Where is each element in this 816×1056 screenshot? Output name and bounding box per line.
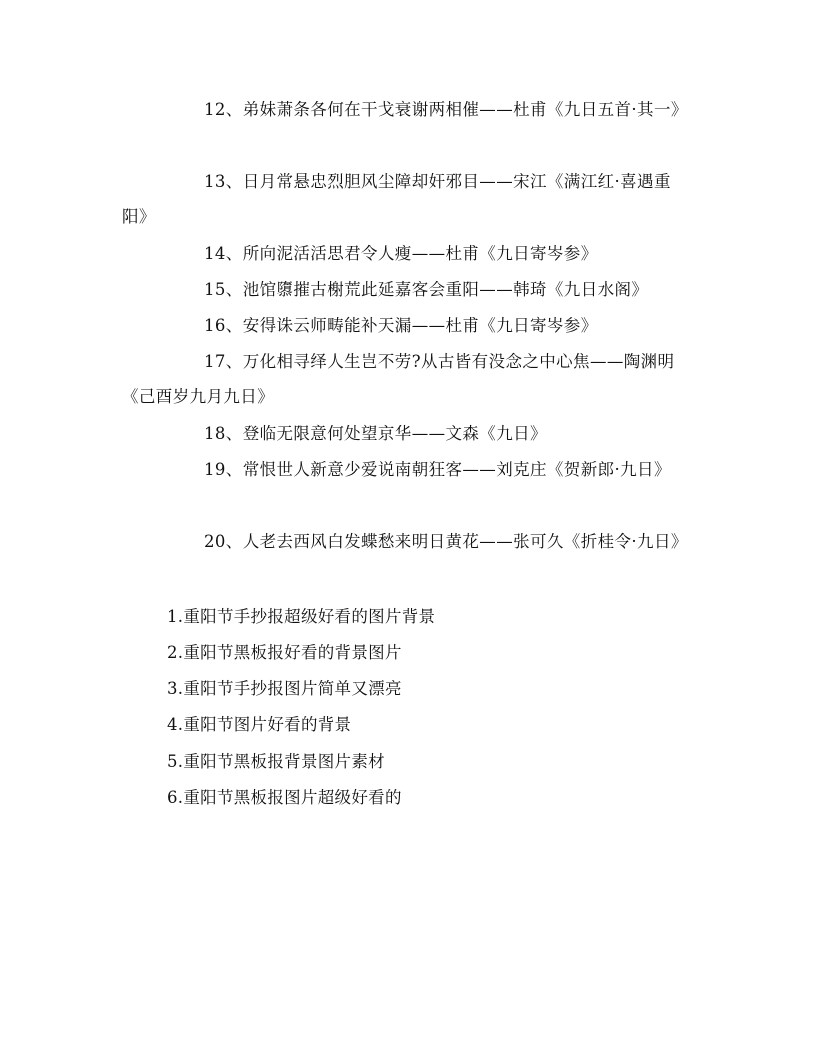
poem-line-13: 13、日月常悬忠烈胆风尘障却奸邪目——宋江《满江红·喜遇重阳》 [122, 172, 671, 226]
poem-line-16: 16、安得诛云师畴能补天漏——杜甫《九日寄岑参》 [204, 316, 598, 335]
list-item: 2.重阳节黑板报好看的背景图片 [167, 643, 402, 662]
list-item: 4.重阳节图片好看的背景 [167, 715, 352, 734]
poem-line-20: 20、人老去西风白发蝶愁来明日黄花——张可久《折桂令·九日》 [204, 532, 688, 551]
list-item: 1.重阳节手抄报超级好看的图片背景 [167, 607, 436, 626]
poem-line-14: 14、所向泥活活思君令人瘦——杜甫《九日寄岑参》 [204, 244, 598, 263]
poem-line-18: 18、登临无限意何处望京华——文森《九日》 [204, 424, 547, 443]
poem-line-17: 17、万化相寻绎人生岂不劳?从古皆有没念之中心焦——陶渊明《己酉岁九月九日》 [122, 352, 675, 406]
list-item: 3.重阳节手抄报图片简单又漂亮 [167, 679, 402, 698]
poem-line-12: 12、弟妹萧条各何在干戈衰谢两相催——杜甫《九日五首·其一》 [204, 100, 688, 119]
poem-line-19: 19、常恨世人新意少爱说南朝狂客——刘克庄《贺新郎·九日》 [204, 460, 671, 479]
poem-line-15: 15、池馆隳摧古榭荒此延嘉客会重阳——韩琦《九日水阁》 [204, 280, 649, 299]
list-item: 5.重阳节黑板报背景图片素材 [167, 752, 385, 771]
list-item: 6.重阳节黑板报图片超级好看的 [167, 788, 402, 807]
